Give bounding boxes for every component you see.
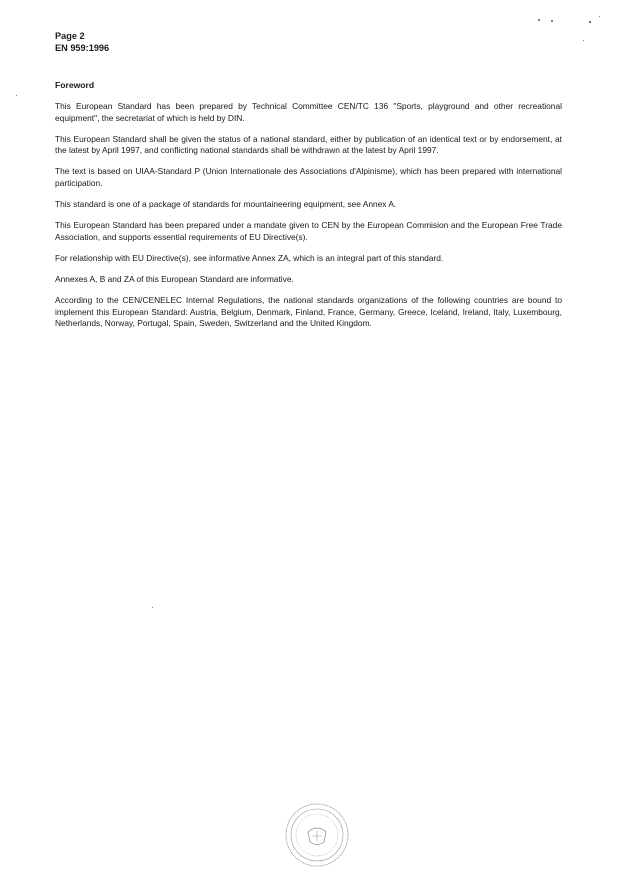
paragraph: According to the CEN/CENELEC Internal Regulations, the national standards organizations of the following countries are bound to implement this European Standard: Austria, Belgium, Denmark, Finland, France, Germany, Greece, Iceland, Ireland, Italy, Luxembourg, Netherlands, Norway, Portugal, Spain, Sweden, Switzerland and the United Kingdom. [55, 295, 562, 329]
foreword-section [55, 80, 562, 339]
paragraph: This standard is one of a package of standards for mountaineering equipment, see Annex A. [55, 199, 397, 210]
paragraph: This European Standard shall be given the status of a national standard, either by publication of an identical text or by endorsement, at the latest by April 1997, and conflicting national standards shall be withdrawn at the latest by April 1997. [55, 133, 562, 156]
scan-speck [16, 95, 17, 96]
paragraph: The text is based on UIAA-Standard P (Union Internationale des Associations d'Alpinisme), which has been prepared with international participation. [55, 166, 562, 188]
scan-speck [538, 19, 540, 21]
paragraph: For relationship with EU Directive(s), see informative Annex ZA, which is an integral part of this standard. [55, 252, 444, 263]
standard-id: EN 959:1996 [55, 42, 110, 53]
section-heading: Foreword [55, 80, 95, 90]
scan-speck [583, 40, 584, 41]
scan-speck [551, 20, 553, 22]
official-seal-icon [284, 802, 350, 868]
paragraph: This European Standard has been prepared under a mandate given to CEN by the European Commision and the European Free Trade Association, and supports essential requirements of EU Directive(s). [55, 220, 562, 242]
scan-speck [599, 16, 600, 17]
page-number: Page 2 [55, 31, 85, 41]
paragraph: Annexes A, B and ZA of this European Standard are informative. [55, 273, 294, 284]
paragraph: This European Standard has been prepared by Technical Committee CEN/TC 136 "Sports, playground and other recreational equipment", the secretariat of which is held by DIN. [55, 101, 562, 123]
scan-speck [152, 607, 153, 608]
scan-speck [589, 21, 591, 23]
page-header [55, 31, 109, 54]
